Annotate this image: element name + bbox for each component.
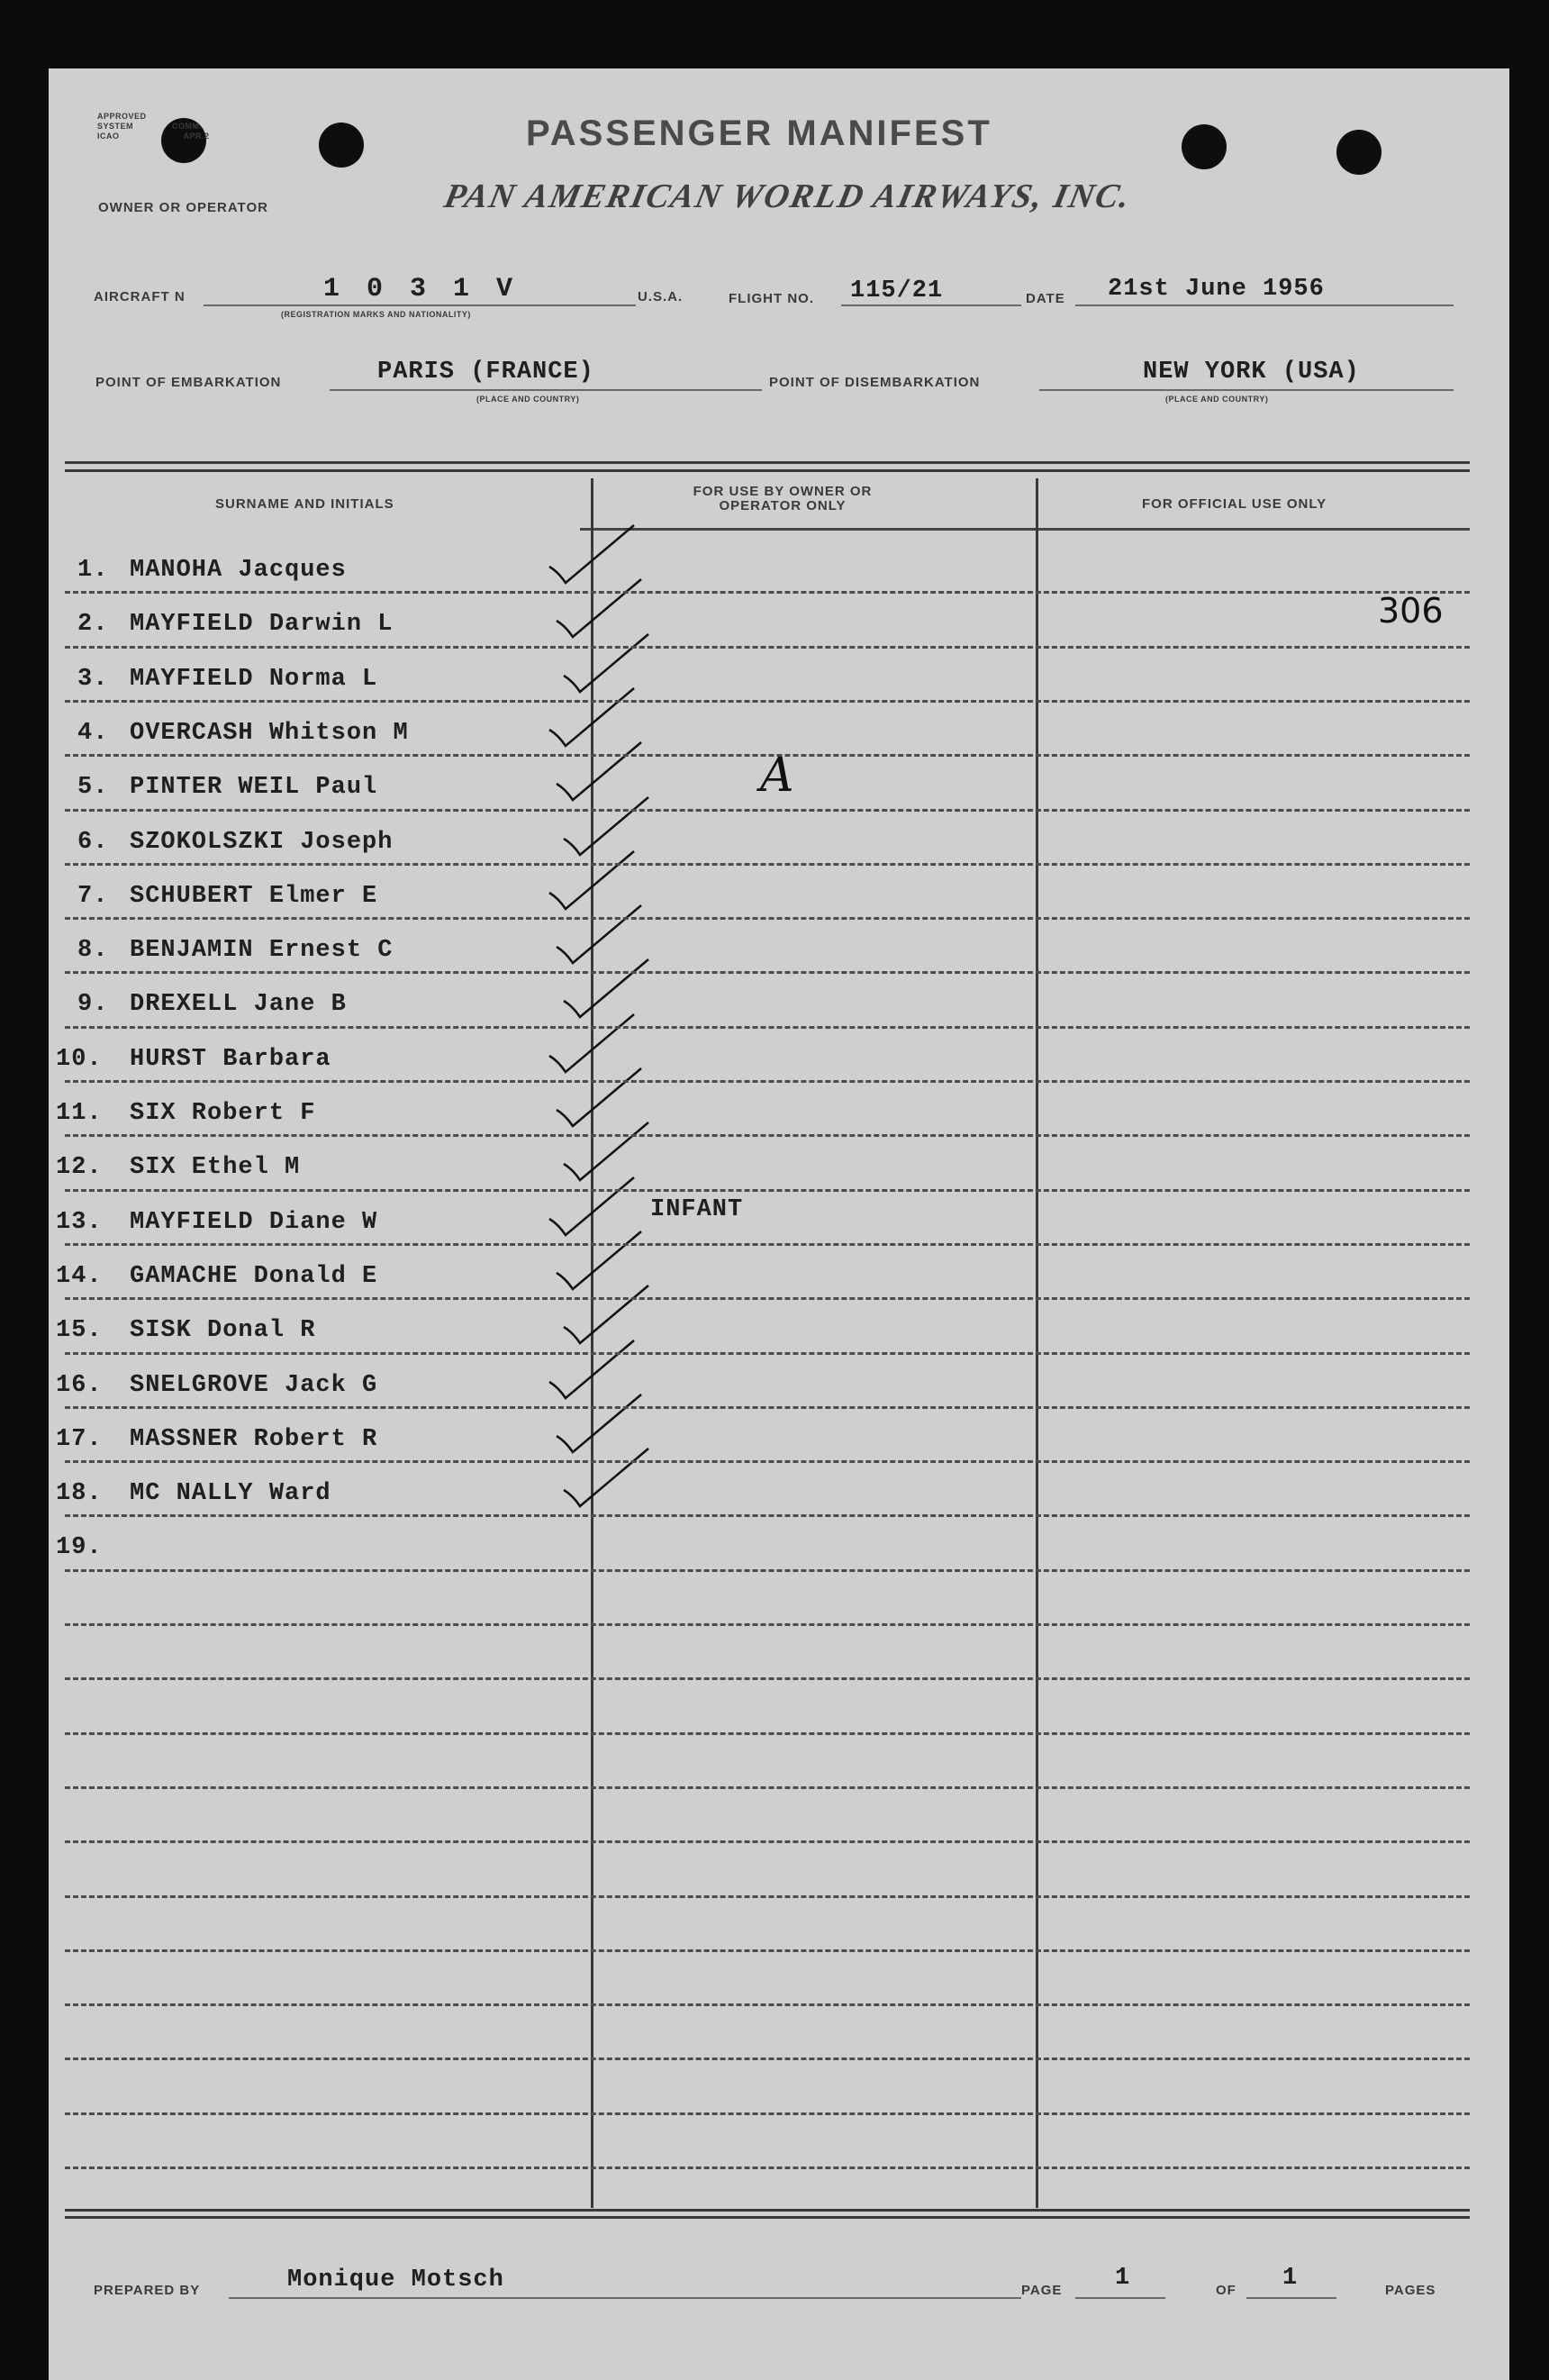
check-mark (549, 1014, 634, 1072)
date-label: DATE (1026, 291, 1065, 306)
row-rule (65, 1460, 1470, 1463)
check-mark (557, 1394, 641, 1452)
row-rule (65, 2003, 1470, 2006)
row-number: 12. (56, 1154, 103, 1181)
official-note: 306 (1378, 591, 1444, 631)
row-number: 8. (77, 937, 109, 964)
row-rule (65, 1623, 1470, 1626)
row-number: 6. (77, 829, 109, 856)
check-mark (549, 1340, 634, 1398)
row-number: 18. (56, 1480, 103, 1507)
row-rule (65, 809, 1470, 812)
page-title: PASSENGER MANIFEST (526, 114, 992, 153)
passenger-name: MAYFIELD Diane W (130, 1209, 378, 1236)
row-rule (65, 1732, 1470, 1735)
aircraft-label: AIRCRAFT N (94, 289, 186, 304)
row-number: 1. (77, 557, 109, 584)
manifest-sheet (49, 68, 1509, 2380)
embark-label: POINT OF EMBARKATION (95, 375, 282, 390)
check-mark (564, 1122, 648, 1180)
check-mark (564, 1449, 648, 1506)
row-rule (65, 2167, 1470, 2169)
row-number: 9. (77, 991, 109, 1018)
check-mark (564, 959, 648, 1017)
passenger-name: SIX Robert F (130, 1100, 316, 1127)
row-number: 10. (56, 1046, 103, 1073)
date-value: 21st June 1956 (1108, 276, 1325, 303)
row-rule (65, 700, 1470, 703)
passenger-name: DREXELL Jane B (130, 991, 347, 1018)
disembark-label: POINT OF DISEMBARKATION (769, 375, 981, 390)
check-mark (557, 1231, 641, 1289)
row-rule (65, 1786, 1470, 1789)
check-mark (549, 525, 634, 583)
row-rule (65, 1840, 1470, 1843)
check-mark (549, 1177, 634, 1235)
row-number: 2. (77, 611, 109, 638)
passenger-name: BENJAMIN Ernest C (130, 937, 394, 964)
row-number: 11. (56, 1100, 103, 1127)
disembark-value: NEW YORK (USA) (1143, 359, 1360, 386)
row-number: 13. (56, 1209, 103, 1236)
col-header-surname: SURNAME AND INITIALS (215, 496, 394, 512)
operator-name: PAN AMERICAN WORLD AIRWAYS, INC. (440, 177, 1136, 215)
approval-stamp: APPROVED SYSTEM COMM. ICAO APR.2 (97, 112, 210, 141)
check-mark (549, 851, 634, 909)
of-value: 1 (1282, 2265, 1299, 2292)
check-mark (549, 688, 634, 746)
row-number: 15. (56, 1317, 103, 1344)
row-rule (65, 917, 1470, 920)
row-number: 17. (56, 1426, 103, 1453)
row-rule (65, 2058, 1470, 2060)
flight-label: FLIGHT NO. (729, 291, 814, 306)
row-rule (65, 2112, 1470, 2115)
row-rule (65, 1297, 1470, 1300)
aircraft-sublabel: (REGISTRATION MARKS AND NATIONALITY) (281, 310, 471, 319)
passenger-name: MAYFIELD Darwin L (130, 611, 394, 638)
passenger-name: MC NALLY Ward (130, 1480, 331, 1507)
row-rule (65, 971, 1470, 974)
row-number: 14. (56, 1263, 103, 1290)
row-rule (65, 863, 1470, 866)
owner-note: A (760, 749, 795, 803)
page-value: 1 (1115, 2265, 1131, 2292)
check-mark (557, 742, 641, 800)
col-header-official: FOR OFFICIAL USE ONLY (1142, 496, 1327, 512)
row-number: 19. (56, 1534, 103, 1561)
row-number: 5. (77, 774, 109, 801)
check-mark (557, 1068, 641, 1126)
passenger-name: SZOKOLSZKI Joseph (130, 829, 394, 856)
passenger-name: MAYFIELD Norma L (130, 666, 378, 693)
check-mark (557, 579, 641, 637)
flight-value: 115/21 (850, 277, 944, 304)
prepared-value: Monique Motsch (287, 2266, 504, 2294)
passenger-name: SIX Ethel M (130, 1154, 301, 1181)
passenger-name: GAMACHE Donald E (130, 1263, 378, 1290)
row-rule (65, 1514, 1470, 1517)
check-mark (564, 797, 648, 855)
row-rule (65, 1677, 1470, 1680)
passenger-name: SISK Donal R (130, 1317, 316, 1344)
nationality: U.S.A. (638, 289, 684, 304)
passenger-name: HURST Barbara (130, 1046, 331, 1073)
col-header-owner: FOR USE BY OWNER OR OPERATOR ONLY (693, 484, 873, 513)
row-number: 7. (77, 883, 109, 910)
prepared-label: PREPARED BY (94, 2283, 201, 2298)
page-label: PAGE (1021, 2283, 1063, 2298)
row-number: 3. (77, 666, 109, 693)
owner-label: OWNER OR OPERATOR (98, 200, 268, 215)
disembark-sublabel: (PLACE AND COUNTRY) (1165, 395, 1269, 404)
passenger-name: SCHUBERT Elmer E (130, 883, 378, 910)
passenger-name: PINTER WEIL Paul (130, 774, 378, 801)
embark-value: PARIS (FRANCE) (377, 359, 594, 386)
pages-label: PAGES (1385, 2283, 1436, 2298)
row-number: 4. (77, 720, 109, 747)
row-number: 16. (56, 1372, 103, 1399)
check-mark (564, 634, 648, 692)
row-rule (65, 1895, 1470, 1898)
owner-note: INFANT (650, 1196, 744, 1223)
row-rule (65, 1026, 1470, 1029)
row-rule (65, 1080, 1470, 1083)
row-rule (65, 1949, 1470, 1952)
row-rule (65, 1352, 1470, 1355)
row-rule (65, 1569, 1470, 1572)
check-mark (557, 905, 641, 963)
row-rule (65, 646, 1470, 649)
row-rule (65, 1406, 1470, 1409)
row-rule (65, 1134, 1470, 1137)
aircraft-value: 1 0 3 1 V (323, 274, 519, 304)
embark-sublabel: (PLACE AND COUNTRY) (476, 395, 580, 404)
check-mark (564, 1285, 648, 1343)
of-label: OF (1216, 2283, 1236, 2298)
row-rule (65, 1189, 1470, 1192)
passenger-name: MASSNER Robert R (130, 1426, 378, 1453)
passenger-name: MANOHA Jacques (130, 557, 347, 584)
row-rule (65, 1243, 1470, 1246)
passenger-name: SNELGROVE Jack G (130, 1372, 378, 1399)
row-rule (65, 591, 1470, 594)
passenger-name: OVERCASH Whitson M (130, 720, 409, 747)
